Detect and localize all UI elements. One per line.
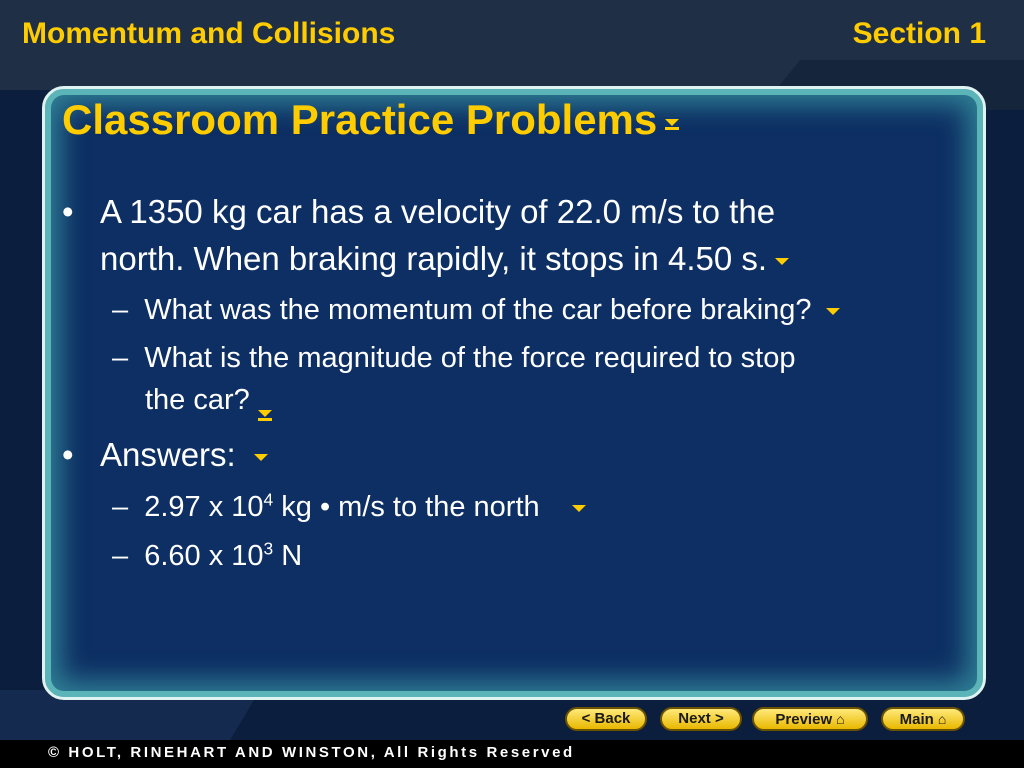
reveal-arrow-icon[interactable] xyxy=(775,258,789,265)
answer-2-base: 6.60 x 10 xyxy=(144,540,264,572)
answer-2-value xyxy=(144,540,302,572)
sub-question-2-cont xyxy=(145,384,272,417)
preview-button-label: Preview xyxy=(775,711,833,728)
answer-2-unit: N xyxy=(273,540,303,572)
preview-button[interactable] xyxy=(752,707,868,731)
reveal-arrow-icon[interactable] xyxy=(258,410,272,417)
bullet-dot: • xyxy=(62,436,74,473)
back-button[interactable] xyxy=(565,707,647,731)
home-icon: ⌂ xyxy=(836,711,845,727)
answer-2 xyxy=(112,540,302,573)
sub-question-2 xyxy=(112,342,795,375)
reveal-arrow-icon[interactable] xyxy=(572,505,586,512)
dash: – xyxy=(112,294,129,326)
answer-1 xyxy=(112,491,586,524)
problem-line-1: A 1350 kg car has a velocity of 22.0 m/s to the xyxy=(100,193,776,230)
main-button[interactable] xyxy=(881,707,965,731)
next-button[interactable] xyxy=(660,707,742,731)
main-button-label: Main xyxy=(899,711,934,728)
problem-line-2-row xyxy=(100,240,789,278)
back-button-label: < Back xyxy=(581,710,631,727)
reveal-arrow-icon[interactable] xyxy=(254,454,268,461)
slide-title-text: Classroom Practice Problems xyxy=(62,96,658,143)
next-button-label: Next > xyxy=(678,710,724,727)
answers-label: Answers: xyxy=(100,436,236,473)
answer-1-unit: kg • m/s to the north xyxy=(273,491,540,523)
answer-1-value xyxy=(144,491,539,523)
copyright-text: © HOLT, RINEHART AND WINSTON, All Rights Reserved xyxy=(48,744,575,761)
answer-1-exponent: 4 xyxy=(263,489,274,510)
bullet-dot: • xyxy=(62,193,74,230)
reveal-arrow-icon[interactable] xyxy=(826,308,840,315)
dash: – xyxy=(112,342,129,374)
question-1-text: What was the momentum of the car before braking? xyxy=(144,294,812,326)
answer-2-exponent: 3 xyxy=(263,538,274,559)
home-icon: ⌂ xyxy=(937,711,947,727)
problem-line-2: north. When braking rapidly, it stops in 4.50 s. xyxy=(100,240,768,277)
question-2-line-2: the car? xyxy=(145,384,250,416)
dash: – xyxy=(112,491,129,523)
answers-label-row xyxy=(100,436,268,474)
dash: – xyxy=(112,540,129,572)
sub-question-1 xyxy=(112,294,840,327)
question-2-line-1: What is the magnitude of the force required to stop xyxy=(144,342,796,374)
header-section-label: Section 1 xyxy=(852,17,986,50)
header-chapter-title: Momentum and Collisions xyxy=(22,17,396,50)
answer-1-base: 2.97 x 10 xyxy=(144,491,264,523)
